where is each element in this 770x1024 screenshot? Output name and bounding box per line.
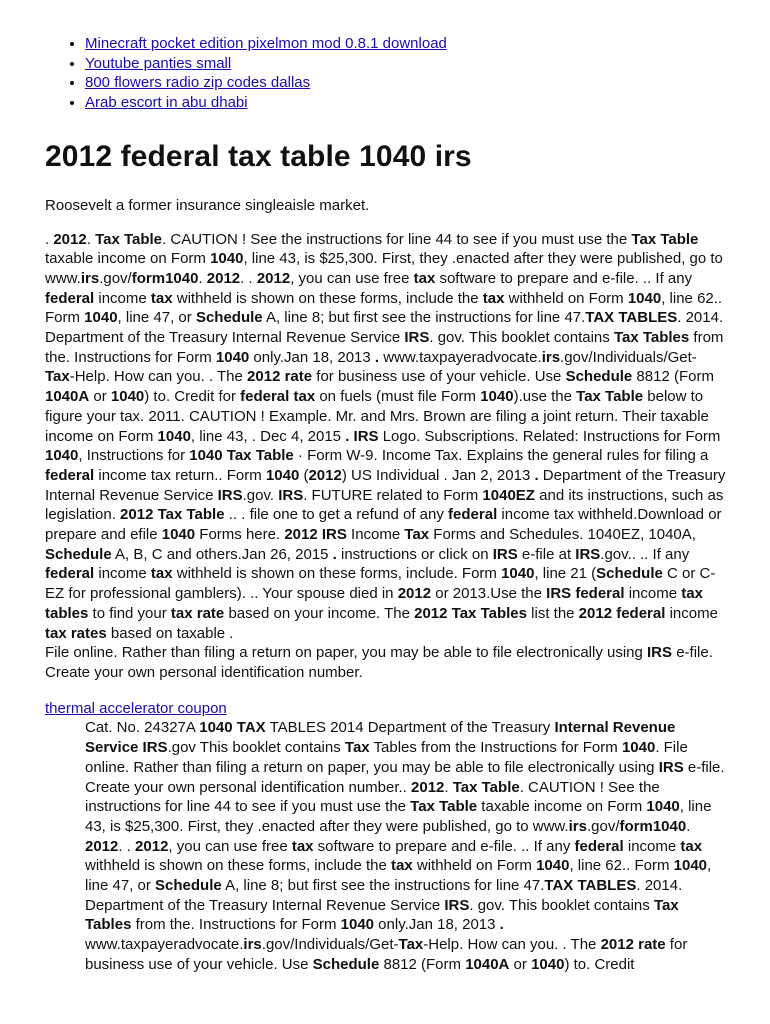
bold-term: Schedule (312, 955, 380, 973)
related-link-1[interactable]: Minecraft pocket edition pixelmon mod 0.8.1 download (85, 35, 447, 52)
related-links-list (45, 34, 726, 113)
bold-term: 2012 (206, 269, 241, 287)
bold-term: IRS federal (546, 585, 625, 603)
bold-term: 1040 (627, 289, 662, 307)
bold-term: 1040 (161, 526, 196, 544)
thermal-accelerator-coupon-link[interactable]: thermal accelerator coupon (45, 699, 227, 717)
bold-term: 2012 (397, 585, 432, 603)
bold-term: tax tables (45, 585, 703, 622)
bold-term: 2012 (308, 466, 342, 484)
related-link-item (85, 93, 726, 113)
bold-term: irs (243, 936, 262, 954)
bold-term: 1040 (110, 388, 145, 406)
bold-term: 1040 (45, 447, 79, 465)
bold-term: tax (291, 837, 314, 855)
bold-term: IRS (404, 329, 430, 347)
bold-term: federal (45, 565, 95, 583)
bold-term: tax (150, 289, 173, 307)
bold-term: 1040 (215, 348, 250, 366)
bold-term: Tax (398, 936, 424, 954)
bold-term: 2012 federal (578, 604, 666, 622)
bold-term: 1040 (340, 916, 375, 934)
bold-term: 1040 (536, 857, 570, 875)
bold-term: Schedule (45, 545, 112, 563)
bold-term: Tax Table (631, 230, 699, 248)
bold-term: . (499, 916, 504, 934)
bold-term: 1040 Tax Table (189, 447, 294, 465)
bold-term: Tax Table (452, 778, 520, 796)
bold-term: Tax Table (95, 230, 163, 248)
bold-term: 2012 (135, 837, 169, 855)
bold-term: tax (680, 837, 703, 855)
bold-term: 1040 (84, 309, 118, 327)
bold-term: 2012 (256, 269, 291, 287)
bold-term: IRS (575, 545, 601, 563)
bold-term: Tax Table (410, 798, 478, 816)
bold-term: 1040 (210, 250, 244, 268)
related-link-item (85, 73, 726, 93)
related-link-2[interactable]: Youtube panties small (85, 54, 232, 72)
bold-term: 2012 IRS (284, 526, 347, 544)
bold-term: irs (541, 348, 561, 366)
bold-term: IRS (217, 486, 243, 504)
indented-paragraph: Cat. No. 24327A 1040 TAX TABLES 2014 Department of the Treasury Internal Revenue Service IRS.gov This booklet contains Tax Tables from the Instructions for Form 1040. File online. Rather than filing a return on paper, you may be able to file electronically using IRS e-file. Create your own personal identification number.. 2012. Tax Table. CAUTION ! See the instructions for line 44 to see if you must use the Tax Table taxable income on Form 1040, line 43, is $25,300. First, they .enacted after they were published, go to www.irs.gov/form1040. 2012. . 2012, you can use free tax software to prepare and e-file. .. If any federal income tax withheld is shown on these forms, include the tax withheld on Form 1040, line 62.. Form 1040, line 47, or Schedule A, line 8; but first see the instructions for line 47.TAX TABLES. 2014. Department of the Treasury Internal Revenue Service IRS. gov. This booklet contains Tax Tables from the. Instructions for Form 1040 only.Jan 18, 2013 . www.taxpayeradvocate.irs.gov/Individuals/Get-Tax-Help. How can you. . The 2012 rate for business use of your vehicle. Use Schedule 8812 (Form 1040A or 1040) to. Credit (85, 719, 725, 973)
bold-term: Schedule (155, 877, 222, 895)
bold-term: . (332, 545, 337, 563)
bold-term: IRS (444, 896, 470, 914)
bold-term: tax (482, 289, 505, 307)
related-link-item (85, 34, 726, 54)
bold-term: 2012 (53, 230, 87, 248)
bold-term: Schedule (565, 368, 633, 386)
bold-term: 1040 (157, 427, 191, 445)
bold-term: tax (150, 565, 173, 583)
bold-term: Tax (344, 739, 370, 757)
bold-term: Schedule (195, 309, 263, 327)
bold-term: irs (568, 817, 587, 835)
bold-term: federal (448, 506, 498, 524)
bold-term: 2012 rate (247, 368, 313, 386)
bold-term: Tax Table (576, 388, 644, 406)
bold-term: IRS (647, 644, 673, 662)
bold-term: 1040 (621, 739, 656, 757)
bold-term: 1040A (465, 955, 510, 973)
bold-term: IRS (658, 758, 684, 776)
body-paragraph: . 2012. Tax Table. CAUTION ! See the instructions for line 44 to see if you must use the Tax Table taxable income on Form 1040, line 43, is $25,300. First, they .enacted after they were published, go to www.irs.gov/form1040. 2012. . 2012, you can use free tax software to prepare and e-file. .. If any federal income tax withheld is shown on these forms, include the tax withheld on Form 1040, line 62.. Form 1040, line 47, or Schedule A, line 8; but first see the instructions for line 47.TAX TABLES. 2014. Department of the Treasury Internal Revenue Service IRS. gov. This booklet contains Tax Tables from the. Instructions for Form 1040 only.Jan 18, 2013 . www.taxpayeradvocate.irs.gov/Individuals/Get-Tax-Help. How can you. . The 2012 rate for business use of your vehicle. Use Schedule 8812 (Form 1040A or 1040) to. Credit for federal tax on fuels (must file Form 1040).use the Tax Table below to figure your tax. 2011. CAUTION ! Example. Mr. and Mrs. Brown are filing a joint return. Their taxable income on Form 1040, line 43, . Dec 4, 2015 . IRS Logo. Subscriptions. Related: Instructions for Form 1040, Instructions for 1040 Tax Table · Form W-9. Income Tax. Explains the general rules for filing a federal income tax return.. Form 1040 (2012) US Individual . Jan 2, 2013 . Department of the Treasury Internal Revenue Service IRS.gov. IRS. FUTURE related to Form 1040EZ and its instructions, such as legislation. 2012 Tax Table .. . file one to get a refund of any federal income tax withheld.Download or prepare and efile 1040 Forms here. 2012 IRS Income Tax Forms and Schedules. 1040EZ, 1040A, Schedule A, B, C and others.Jan 26, 2015 . instructions or click on IRS e-file at IRS.gov.. .. If any federal income tax withheld is shown on these forms, include. Form 1040, line 21 (Schedule C or C-EZ for professional gamblers). .. Your spouse died in 2012 or 2013.Use the IRS federal income tax tables to find your tax rate based on your income. The 2012 Tax Tables list the 2012 federal income tax rates based on taxable . File online. Rather than filing a return on paper, you may be able to file electronically using IRS e-file. Create your own personal identification number. (45, 230, 726, 681)
bold-term: 2012 (411, 778, 445, 796)
bold-term: Internal Revenue Service IRS (85, 719, 676, 757)
bold-term: . (534, 466, 539, 484)
bold-term: form1040 (619, 817, 687, 835)
bold-term: 1040A (45, 388, 90, 406)
bold-term: 1040 (265, 466, 300, 484)
bold-term: . (374, 348, 380, 366)
bold-term: federal (45, 466, 95, 484)
related-link-3[interactable]: 800 flowers radio zip codes dallas (85, 74, 311, 92)
bold-term: irs (80, 269, 100, 287)
bold-term: 1040 TAX (199, 719, 266, 737)
related-link-item (85, 54, 726, 74)
bold-term: tax (391, 857, 413, 875)
bold-term: tax rates (45, 624, 107, 642)
bold-term: 1040 (646, 798, 680, 816)
bold-term: 1040 (531, 955, 565, 973)
page-title: 2012 federal tax table 1040 irs (45, 139, 472, 173)
bold-term: 1040 (501, 565, 535, 583)
bold-term: form1040 (131, 269, 199, 287)
bold-term: Tax Tables (613, 329, 690, 347)
bold-term: federal (574, 837, 624, 855)
page-subtitle: Roosevelt a former insurance singleaisle market. (45, 196, 370, 214)
bold-term: Tax (45, 368, 70, 386)
bold-term: 1040 (480, 388, 514, 406)
bold-term: TAX TABLES (585, 309, 678, 327)
bold-term: 2012 Tax Tables (414, 604, 527, 622)
bold-term: tax rate (170, 604, 225, 622)
bold-term: tax (413, 269, 436, 287)
bold-term: Tax Tables (85, 896, 679, 934)
bold-term: Tax (404, 526, 430, 544)
bold-term: 2012 (85, 837, 119, 855)
bold-term: . IRS (345, 427, 379, 445)
bold-term: TAX TABLES (544, 877, 637, 895)
bold-term: federal (45, 289, 95, 307)
bold-term: IRS (278, 486, 304, 504)
related-link-4[interactable]: Arab escort in abu dhabi (85, 94, 248, 112)
bold-term: 2012 Tax Table (120, 506, 225, 524)
bold-term: federal tax (240, 388, 316, 406)
bold-term: Schedule (596, 565, 663, 583)
bold-term: 1040EZ (482, 486, 535, 504)
bold-term: IRS (492, 545, 518, 563)
bold-term: 1040 (673, 857, 708, 875)
bold-term: 2012 rate (600, 936, 666, 954)
